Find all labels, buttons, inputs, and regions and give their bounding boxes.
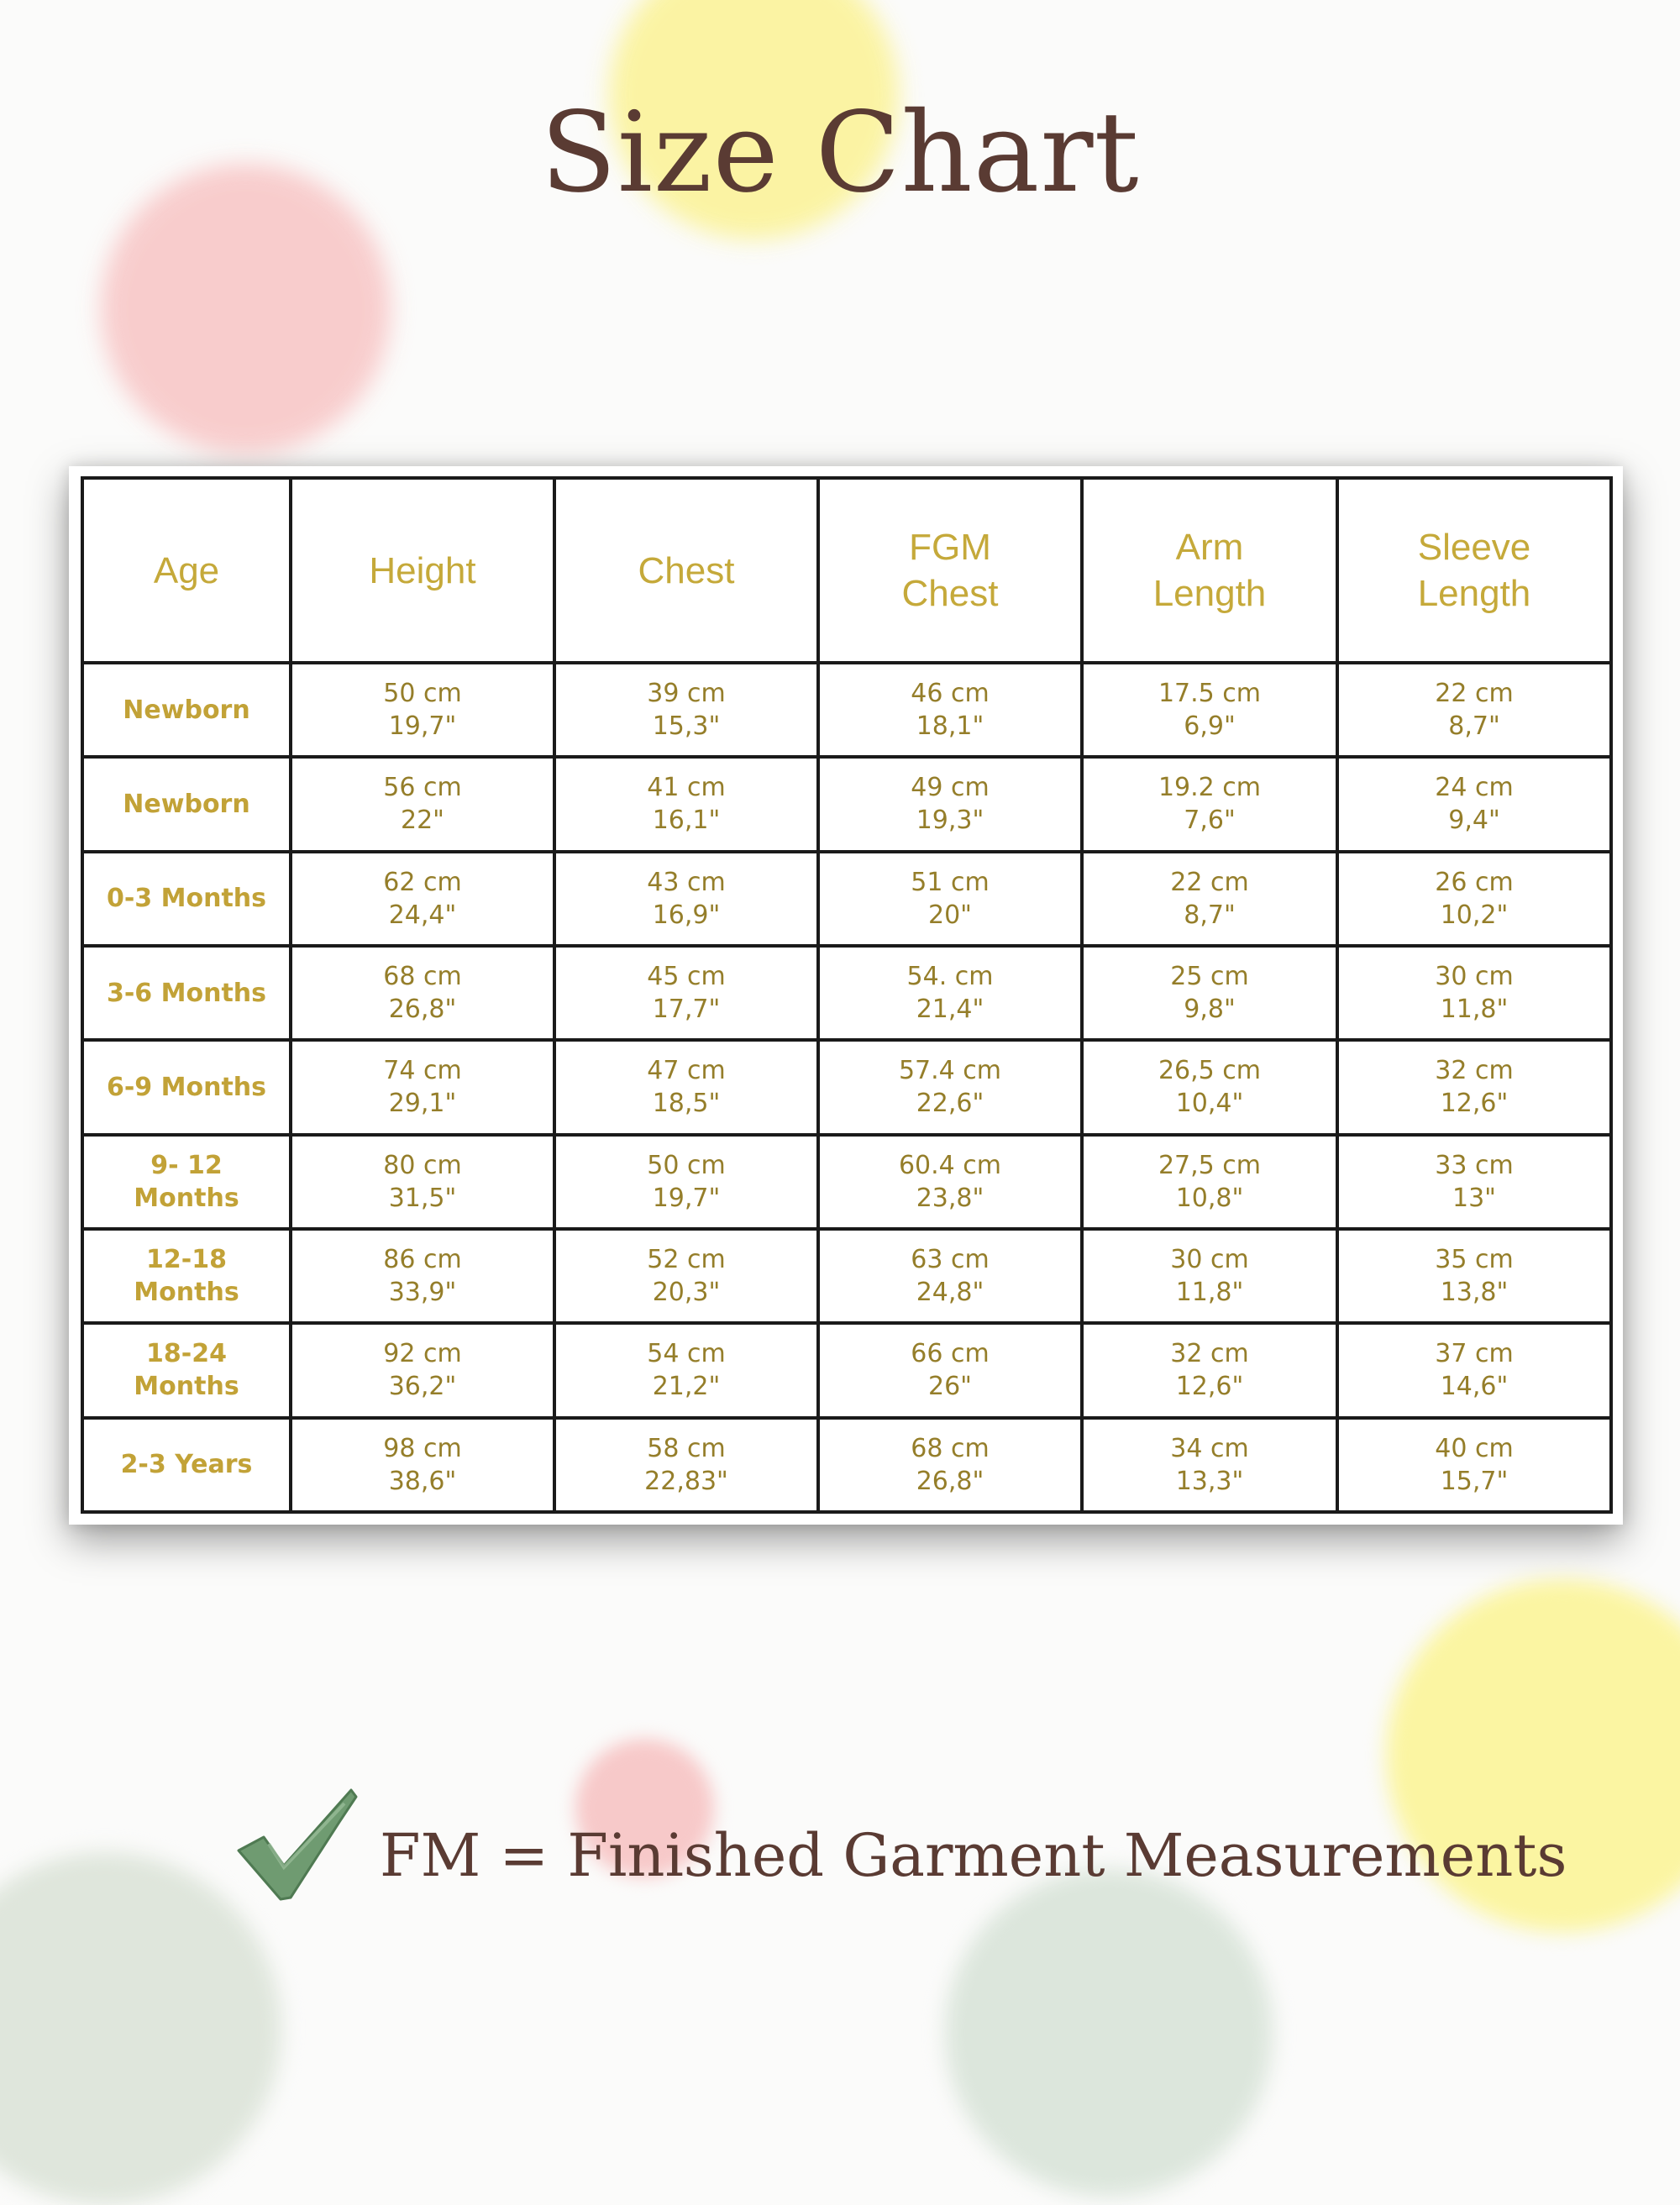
cell-line: 32 cm [1170, 1339, 1249, 1369]
cell-line: 19.2 cm [1158, 773, 1262, 803]
cell-line: Months [134, 1183, 239, 1213]
cell-line: 9- 12 [150, 1150, 223, 1180]
table-row [82, 1135, 1611, 1229]
cell-line: 11,8" [1175, 1278, 1244, 1308]
measurement-cell [818, 1040, 1082, 1134]
cell-line: 45 cm [647, 962, 726, 992]
cell-line: Months [134, 1278, 239, 1308]
cell-line: 17.5 cm [1158, 679, 1262, 709]
cell-line: 58 cm [647, 1433, 726, 1463]
cell-line: 3-6 Months [106, 978, 267, 1008]
cell-line: 50 cm [383, 679, 462, 709]
age-cell [82, 946, 291, 1040]
measurement-cell [554, 1323, 818, 1417]
cell-line: 26,8" [388, 995, 457, 1025]
cell-line: FGM [909, 527, 991, 568]
column-header [291, 478, 554, 663]
cell-line: 52 cm [647, 1245, 726, 1275]
cell-line: Length [1417, 573, 1531, 614]
cell-line: 27,5 cm [1158, 1150, 1262, 1180]
measurement-cell [1082, 1323, 1337, 1417]
cell-line: 13" [1452, 1183, 1496, 1213]
cell-line: 2-3 Years [120, 1450, 253, 1480]
cell-line: 12,6" [1440, 1089, 1509, 1119]
table-row [82, 757, 1611, 851]
cell-line: 32 cm [1435, 1056, 1514, 1086]
cell-line: 26" [928, 1372, 972, 1402]
cell-line: 16,9" [652, 900, 721, 930]
footnote-fm-definition: FM = Finished Garment Measurements [380, 1821, 1567, 1890]
cell-line: 35 cm [1435, 1245, 1514, 1275]
column-header [818, 478, 1082, 663]
measurement-cell [554, 1135, 818, 1229]
cell-line: 31,5" [388, 1183, 457, 1213]
measurement-cell [818, 1323, 1082, 1417]
cell-line: 80 cm [383, 1150, 462, 1180]
size-table-body [82, 663, 1611, 1512]
measurement-cell [554, 1229, 818, 1323]
cell-line: 33 cm [1435, 1150, 1514, 1180]
cell-line: 37 cm [1435, 1339, 1514, 1369]
age-cell [82, 663, 291, 757]
cell-line: Height [369, 549, 476, 591]
measurement-cell [554, 1040, 818, 1134]
measurement-cell [1082, 852, 1337, 946]
cell-line: 24,4" [388, 900, 457, 930]
cell-line: 20,3" [652, 1278, 721, 1308]
cell-line: 15,7" [1440, 1466, 1509, 1496]
age-cell [82, 852, 291, 946]
measurement-cell [818, 1229, 1082, 1323]
cell-line: 34 cm [1170, 1433, 1249, 1463]
cell-line: 92 cm [383, 1339, 462, 1369]
cell-line: 68 cm [383, 962, 462, 992]
cell-line: 19,7" [652, 1183, 721, 1213]
measurement-cell [554, 946, 818, 1040]
column-header [82, 478, 291, 663]
table-row [82, 1323, 1611, 1417]
cell-line: 62 cm [383, 867, 462, 897]
cell-line: Months [134, 1372, 239, 1402]
cell-line: 38,6" [388, 1466, 457, 1496]
cell-line: 25 cm [1170, 962, 1249, 992]
cell-line: 26 cm [1435, 867, 1514, 897]
cell-line: 6,9" [1184, 711, 1236, 742]
measurement-cell [291, 946, 554, 1040]
size-table-header [82, 478, 1611, 663]
cell-line: 66 cm [911, 1339, 990, 1369]
table-row [82, 1418, 1611, 1512]
table-row [82, 663, 1611, 757]
cell-line: 16,1" [652, 806, 721, 836]
measurement-cell [1337, 852, 1611, 946]
cell-line: 19,3" [916, 806, 984, 836]
column-header [1082, 478, 1337, 663]
cell-line: 11,8" [1440, 995, 1509, 1025]
cell-line: 54 cm [647, 1339, 726, 1369]
cell-line: 36,2" [388, 1372, 457, 1402]
cell-line: 50 cm [647, 1150, 726, 1180]
size-table [81, 476, 1613, 1514]
table-row [82, 946, 1611, 1040]
cell-line: 98 cm [383, 1433, 462, 1463]
measurement-cell [818, 1418, 1082, 1512]
measurement-cell [818, 663, 1082, 757]
cell-line: 46 cm [911, 679, 990, 709]
cell-line: 22" [401, 806, 444, 836]
measurement-cell [818, 757, 1082, 851]
measurement-cell [818, 1135, 1082, 1229]
cell-line: 23,8" [916, 1183, 984, 1213]
cell-line: 20" [928, 900, 972, 930]
age-cell [82, 757, 291, 851]
cell-line: 68 cm [911, 1433, 990, 1463]
measurement-cell [291, 1040, 554, 1134]
measurement-cell [291, 663, 554, 757]
cell-line: 18,5" [652, 1089, 721, 1119]
cell-line: 21,2" [652, 1372, 721, 1402]
age-cell [82, 1418, 291, 1512]
cell-line: 13,3" [1175, 1466, 1244, 1496]
measurement-cell [291, 757, 554, 851]
measurement-cell [1337, 757, 1611, 851]
cell-line: 26,8" [916, 1466, 984, 1496]
measurement-cell [1082, 663, 1337, 757]
cell-line: 10,2" [1440, 900, 1509, 930]
cell-line: 21,4" [916, 995, 984, 1025]
cell-line: 24 cm [1435, 773, 1514, 803]
age-cell [82, 1135, 291, 1229]
checkmark-icon [235, 1785, 361, 1903]
cell-line: 15,3" [652, 711, 721, 742]
cell-line: 18,1" [916, 711, 984, 742]
cell-line: 39 cm [647, 679, 726, 709]
measurement-cell [291, 852, 554, 946]
cell-line: 9,8" [1184, 995, 1236, 1025]
measurement-cell [1337, 1135, 1611, 1229]
cell-line: 24,8" [916, 1278, 984, 1308]
cell-line: 41 cm [647, 773, 726, 803]
measurement-cell [818, 852, 1082, 946]
table-row [82, 852, 1611, 946]
decor-circle-green-left [0, 1852, 281, 2205]
cell-line: 60.4 cm [898, 1150, 1002, 1180]
measurement-cell [1337, 946, 1611, 1040]
cell-line: 18-24 [146, 1339, 227, 1369]
measurement-cell [1337, 1229, 1611, 1323]
cell-line: Length [1152, 573, 1267, 614]
cell-line: 13,8" [1440, 1278, 1509, 1308]
cell-line: 7,6" [1184, 806, 1236, 836]
measurement-cell [291, 1229, 554, 1323]
age-cell [82, 1040, 291, 1134]
measurement-cell [1337, 1323, 1611, 1417]
cell-line: Arm [1175, 527, 1244, 568]
measurement-cell [1082, 1229, 1337, 1323]
measurement-cell [1337, 663, 1611, 757]
measurement-cell [291, 1323, 554, 1417]
cell-line: 22,83" [644, 1466, 728, 1496]
cell-line: 40 cm [1435, 1433, 1514, 1463]
measurement-cell [1337, 1040, 1611, 1134]
size-table-card [69, 466, 1623, 1525]
cell-line: 33,9" [388, 1278, 457, 1308]
table-row [82, 1229, 1611, 1323]
cell-line: 74 cm [383, 1056, 462, 1086]
cell-line: 57.4 cm [898, 1056, 1002, 1086]
cell-line: 6-9 Months [106, 1072, 267, 1102]
measurement-cell [554, 757, 818, 851]
cell-line: 30 cm [1435, 962, 1514, 992]
cell-line: 12,6" [1175, 1372, 1244, 1402]
cell-line: 14,6" [1440, 1372, 1509, 1402]
column-header [554, 478, 818, 663]
cell-line: 22 cm [1435, 679, 1514, 709]
cell-line: 22 cm [1170, 867, 1249, 897]
cell-line: 22,6" [916, 1089, 984, 1119]
measurement-cell [291, 1135, 554, 1229]
cell-line: Newborn [123, 695, 250, 725]
cell-line: 19,7" [388, 711, 457, 742]
measurement-cell [1082, 1040, 1337, 1134]
measurement-cell [554, 852, 818, 946]
cell-line: 9,4" [1448, 806, 1500, 836]
cell-line: 17,7" [652, 995, 721, 1025]
cell-line: 0-3 Months [106, 884, 267, 914]
cell-line: Chest [901, 573, 999, 614]
measurement-cell [554, 1418, 818, 1512]
cell-line: 26,5 cm [1158, 1056, 1262, 1086]
cell-line: 49 cm [911, 773, 990, 803]
cell-line: 10,4" [1175, 1089, 1244, 1119]
cell-line: 12-18 [146, 1245, 227, 1275]
measurement-cell [1337, 1418, 1611, 1512]
cell-line: 56 cm [383, 773, 462, 803]
age-cell [82, 1229, 291, 1323]
cell-line: 51 cm [911, 867, 990, 897]
measurement-cell [291, 1418, 554, 1512]
table-row [82, 1040, 1611, 1134]
cell-line: 30 cm [1170, 1245, 1249, 1275]
cell-line: 63 cm [911, 1245, 990, 1275]
age-cell [82, 1323, 291, 1417]
page-title: Size Chart [540, 88, 1140, 218]
cell-line: 8,7" [1184, 900, 1236, 930]
measurement-cell [818, 946, 1082, 1040]
cell-line: 43 cm [647, 867, 726, 897]
cell-line: 10,8" [1175, 1183, 1244, 1213]
cell-line: Age [153, 549, 220, 591]
cell-line: Newborn [123, 789, 250, 819]
measurement-cell [554, 663, 818, 757]
cell-line: 47 cm [647, 1056, 726, 1086]
decor-circle-green-mid [945, 1869, 1273, 2197]
measurement-cell [1082, 1418, 1337, 1512]
cell-line: 86 cm [383, 1245, 462, 1275]
cell-line: 29,1" [388, 1089, 457, 1119]
cell-line: 8,7" [1448, 711, 1500, 742]
measurement-cell [1082, 1135, 1337, 1229]
column-header [1337, 478, 1611, 663]
cell-line: Sleeve [1417, 527, 1531, 568]
header-row [82, 478, 1611, 663]
measurement-cell [1082, 757, 1337, 851]
cell-line: 54. cm [906, 962, 994, 992]
measurement-cell [1082, 946, 1337, 1040]
cell-line: Chest [638, 549, 735, 591]
